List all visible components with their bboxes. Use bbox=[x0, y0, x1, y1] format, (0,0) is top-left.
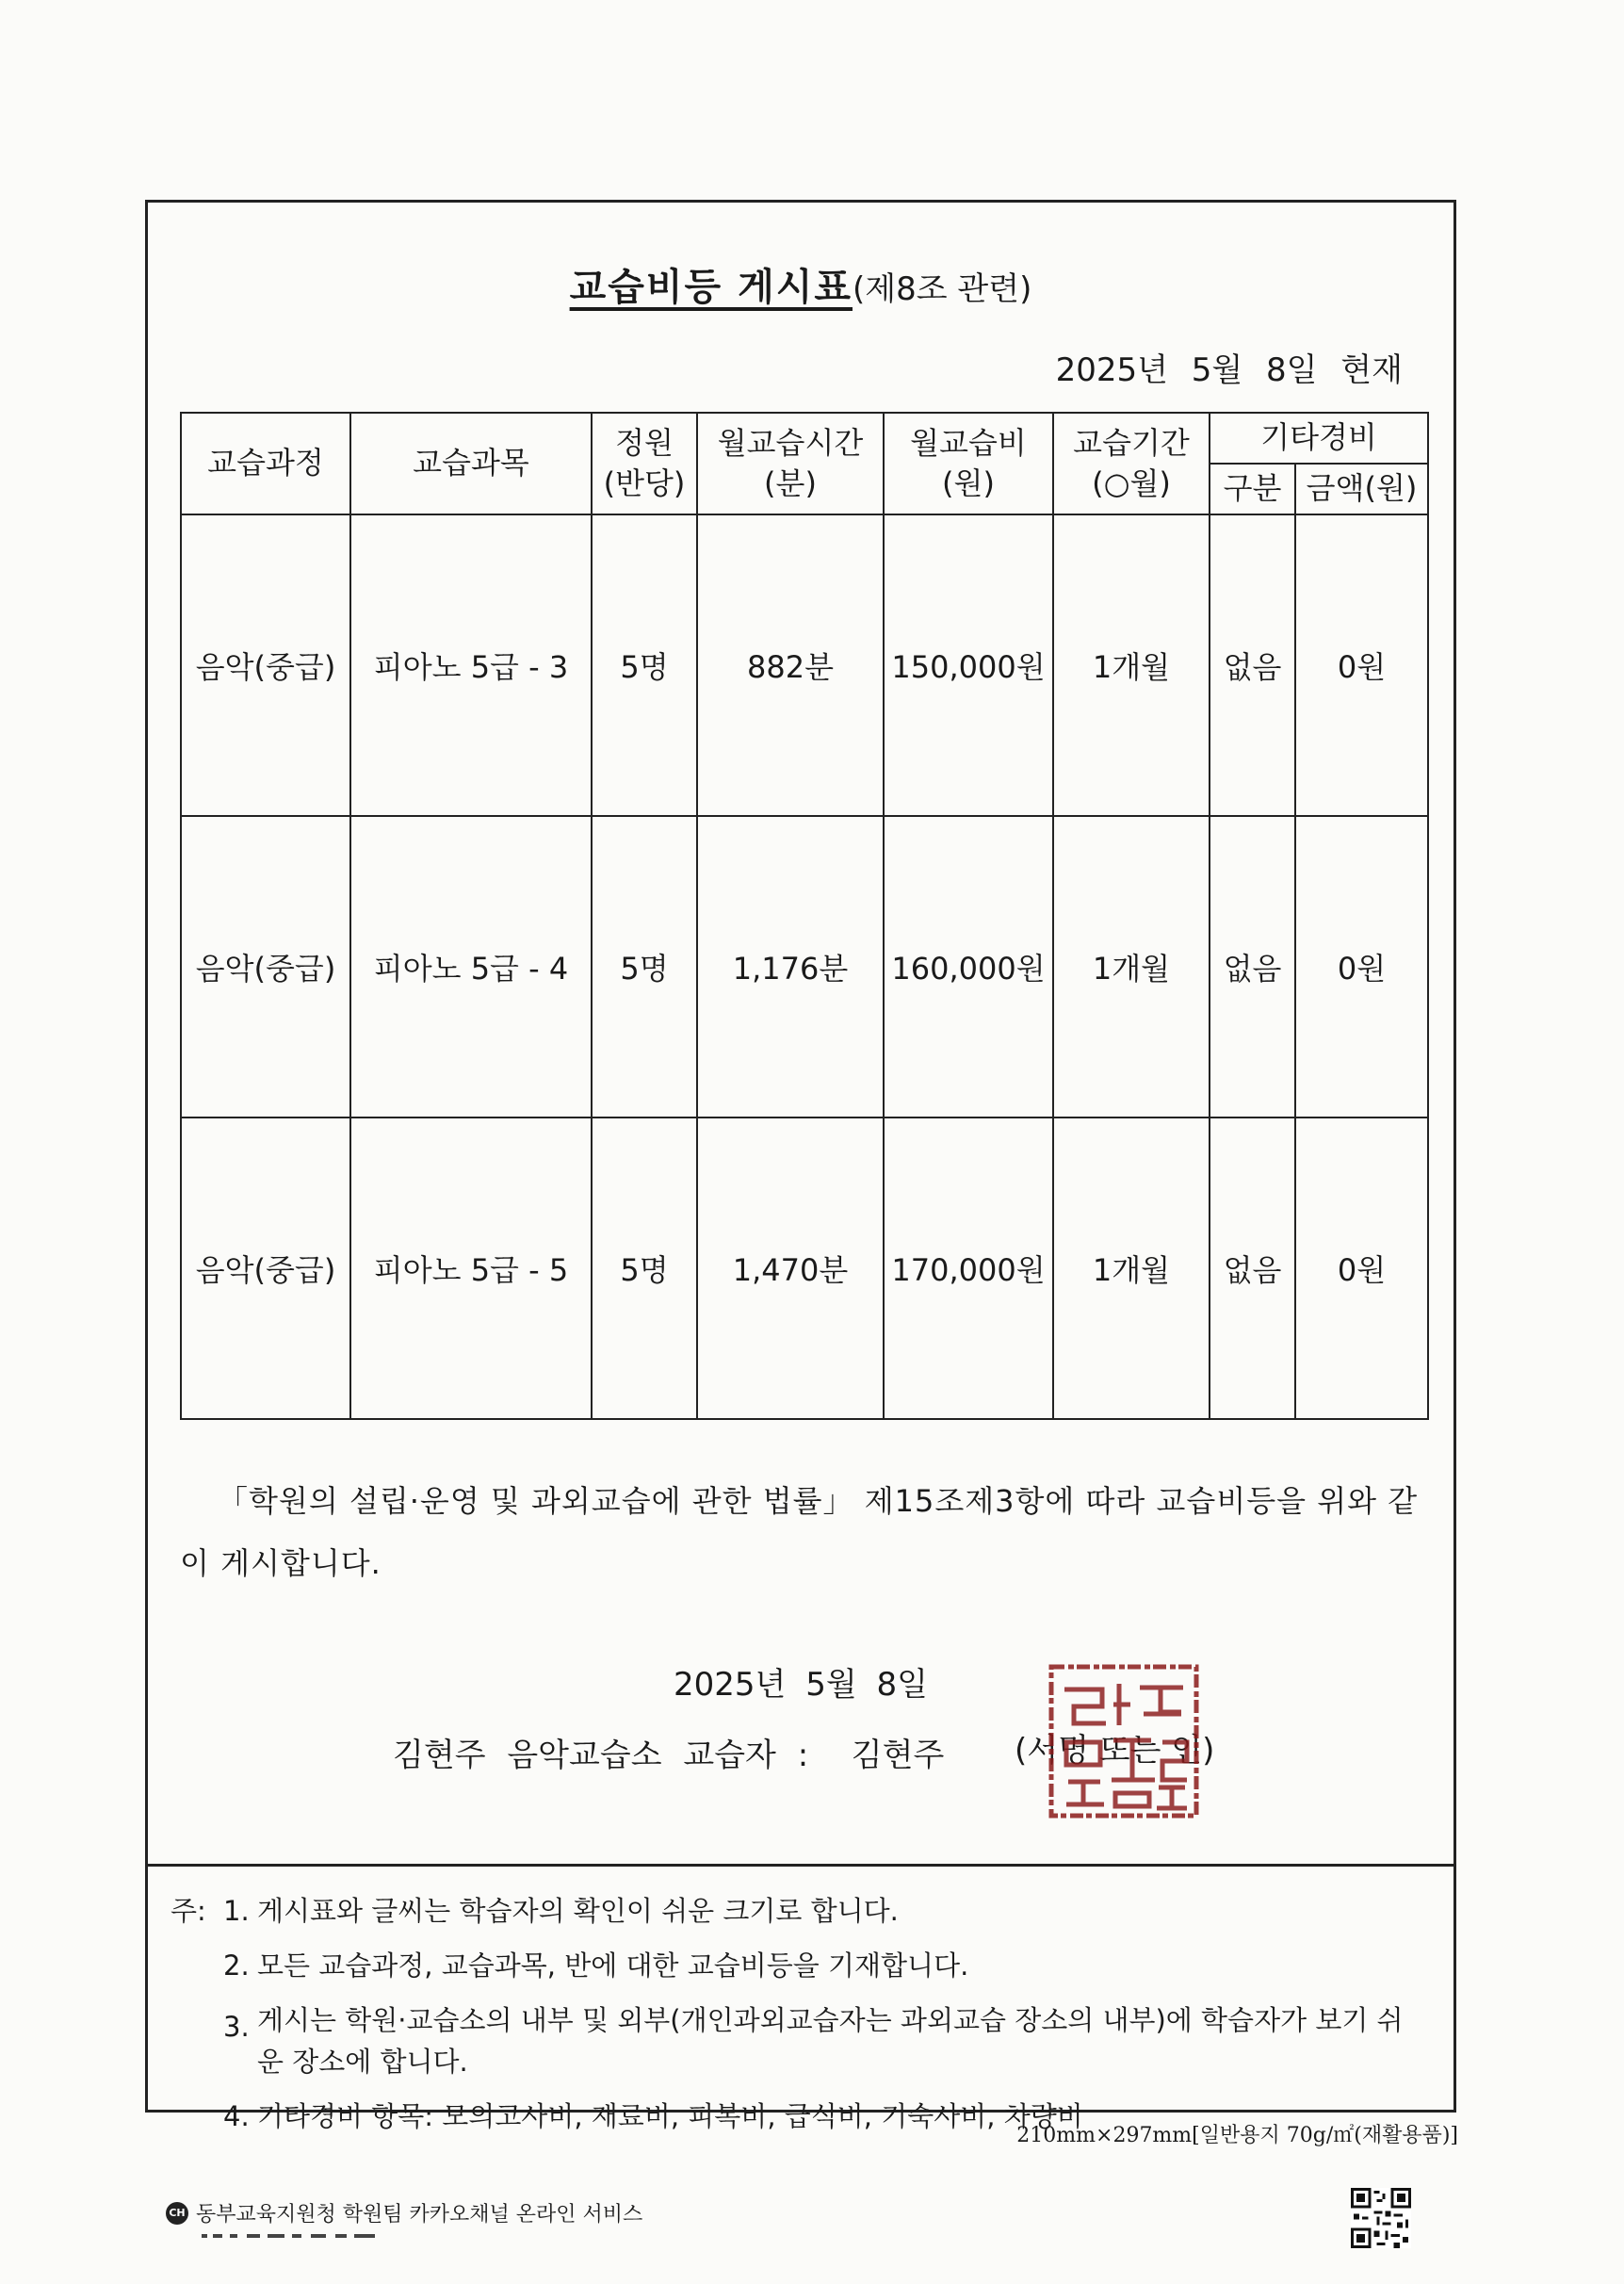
cell-subject: 피아노 5급 - 5 bbox=[350, 1118, 592, 1419]
signature-date: 2025년 5월 8일 bbox=[674, 1666, 928, 1704]
notes-section bbox=[148, 1864, 1453, 2132]
current-date: 2025년 5월 8일 현재 bbox=[1055, 351, 1403, 389]
note-number: 4. bbox=[223, 2100, 250, 2132]
cell-period: 1개월 bbox=[1053, 1118, 1210, 1419]
cell-course: 음악(중급) bbox=[181, 816, 350, 1118]
cell-capacity: 5명 bbox=[592, 1118, 697, 1419]
seal-stamp-icon bbox=[1046, 1661, 1202, 1821]
header-capacity bbox=[592, 413, 697, 514]
signature-mark: (서명 또는 인) bbox=[1015, 1732, 1215, 1770]
table-row bbox=[181, 816, 1428, 1118]
fee-table bbox=[180, 412, 1429, 1420]
header-hours bbox=[697, 413, 884, 514]
cell-other-amount: 0원 bbox=[1295, 816, 1428, 1118]
footer-url-trace-icon bbox=[198, 2234, 443, 2239]
cell-period: 1개월 bbox=[1053, 816, 1210, 1118]
header-fee-line1: 월교습비 bbox=[910, 424, 1027, 461]
cell-hours: 1,176분 bbox=[697, 816, 884, 1118]
header-course: 교습과정 bbox=[181, 413, 350, 514]
header-period bbox=[1053, 413, 1210, 514]
cell-hours: 882분 bbox=[697, 514, 884, 816]
table-row bbox=[181, 1118, 1428, 1419]
cell-other-amount: 0원 bbox=[1295, 514, 1428, 816]
header-subject: 교습과목 bbox=[350, 413, 592, 514]
header-period-line1: 교습기간 bbox=[1073, 424, 1190, 461]
note-text: 기타경비 항목: 모의고사비, 재료비, 피복비, 급식비, 기숙사비, 차량비 bbox=[257, 2100, 1083, 2132]
header-other-type: 구분 bbox=[1210, 464, 1295, 514]
cell-capacity: 5명 bbox=[592, 816, 697, 1118]
footer-text: 동부교육지원청 학원팀 카카오채널 온라인 서비스 bbox=[196, 2203, 643, 2227]
header-hours-line1: 월교습시간 bbox=[717, 424, 864, 461]
cell-other-type: 없음 bbox=[1210, 514, 1295, 816]
header-row-1 bbox=[181, 413, 1428, 464]
cell-other-amount: 0원 bbox=[1295, 1118, 1428, 1419]
note-text: 모든 교습과정, 교습과목, 반에 대한 교습비등을 기재합니다. bbox=[257, 1950, 969, 1982]
note-number: 3. bbox=[223, 2011, 250, 2043]
table-row bbox=[181, 514, 1428, 816]
header-capacity-line1: 정원 bbox=[615, 424, 674, 461]
notes-list bbox=[171, 1884, 1416, 2144]
note-number: 1. bbox=[223, 1895, 250, 1927]
header-other-amount: 금액(원) bbox=[1295, 464, 1428, 514]
cell-course: 음악(중급) bbox=[181, 1118, 350, 1419]
header-capacity-line2: (반당) bbox=[603, 465, 686, 501]
note-item bbox=[171, 1938, 1416, 1993]
header-fee bbox=[884, 413, 1053, 514]
signature-line: 김현주 음악교습소 교습자 : 김현주 bbox=[393, 1737, 945, 1774]
cell-period: 1개월 bbox=[1053, 514, 1210, 816]
title-main: 교습비등 게시표 bbox=[569, 266, 853, 309]
notice-frame bbox=[145, 200, 1456, 2132]
notes-prefix: 주: bbox=[171, 1895, 206, 1927]
footer-url-fragment bbox=[198, 2229, 443, 2239]
note-text: 게시는 학원·교습소의 내부 및 외부(개인과외교습자는 과외교습 장소의 내부)에 학습자가 보기 쉬운 장소에 합니다. bbox=[257, 2004, 1404, 2078]
document-title bbox=[148, 257, 1453, 311]
cell-fee: 150,000원 bbox=[884, 514, 1053, 816]
cell-fee: 160,000원 bbox=[884, 816, 1053, 1118]
qr-code-icon[interactable] bbox=[1351, 2188, 1411, 2248]
kakao-channel-icon: CH bbox=[166, 2202, 188, 2225]
header-hours-line2: (분) bbox=[764, 465, 817, 501]
footer bbox=[166, 2198, 642, 2227]
cell-subject: 피아노 5급 - 4 bbox=[350, 816, 592, 1118]
cell-other-type: 없음 bbox=[1210, 816, 1295, 1118]
cell-capacity: 5명 bbox=[592, 514, 697, 816]
title-sub: (제8조 관련) bbox=[853, 270, 1032, 308]
header-period-line2: (○월) bbox=[1092, 465, 1171, 501]
header-fee-line2: (원) bbox=[942, 465, 995, 501]
cell-course: 음악(중급) bbox=[181, 514, 350, 816]
header-other: 기타경비 bbox=[1210, 413, 1428, 464]
cell-fee: 170,000원 bbox=[884, 1118, 1053, 1419]
paper-spec: 210mm×297mm[일반용지 70g/㎡(재활용품)] bbox=[1016, 2124, 1458, 2147]
cell-subject: 피아노 5급 - 3 bbox=[350, 514, 592, 816]
note-item bbox=[171, 1884, 1416, 1938]
legal-statement: 「학원의 설립·운영 및 과외교습에 관한 법률」 제15조제3항에 따라 교습비등을 위와 같이 게시합니다. bbox=[180, 1483, 1419, 1581]
note-item bbox=[171, 1993, 1416, 2089]
note-text: 게시표와 글씨는 학습자의 확인이 쉬운 크기로 합니다. bbox=[257, 1895, 899, 1927]
cell-hours: 1,470분 bbox=[697, 1118, 884, 1419]
cell-other-type: 없음 bbox=[1210, 1118, 1295, 1419]
note-number: 2. bbox=[223, 1950, 250, 1982]
